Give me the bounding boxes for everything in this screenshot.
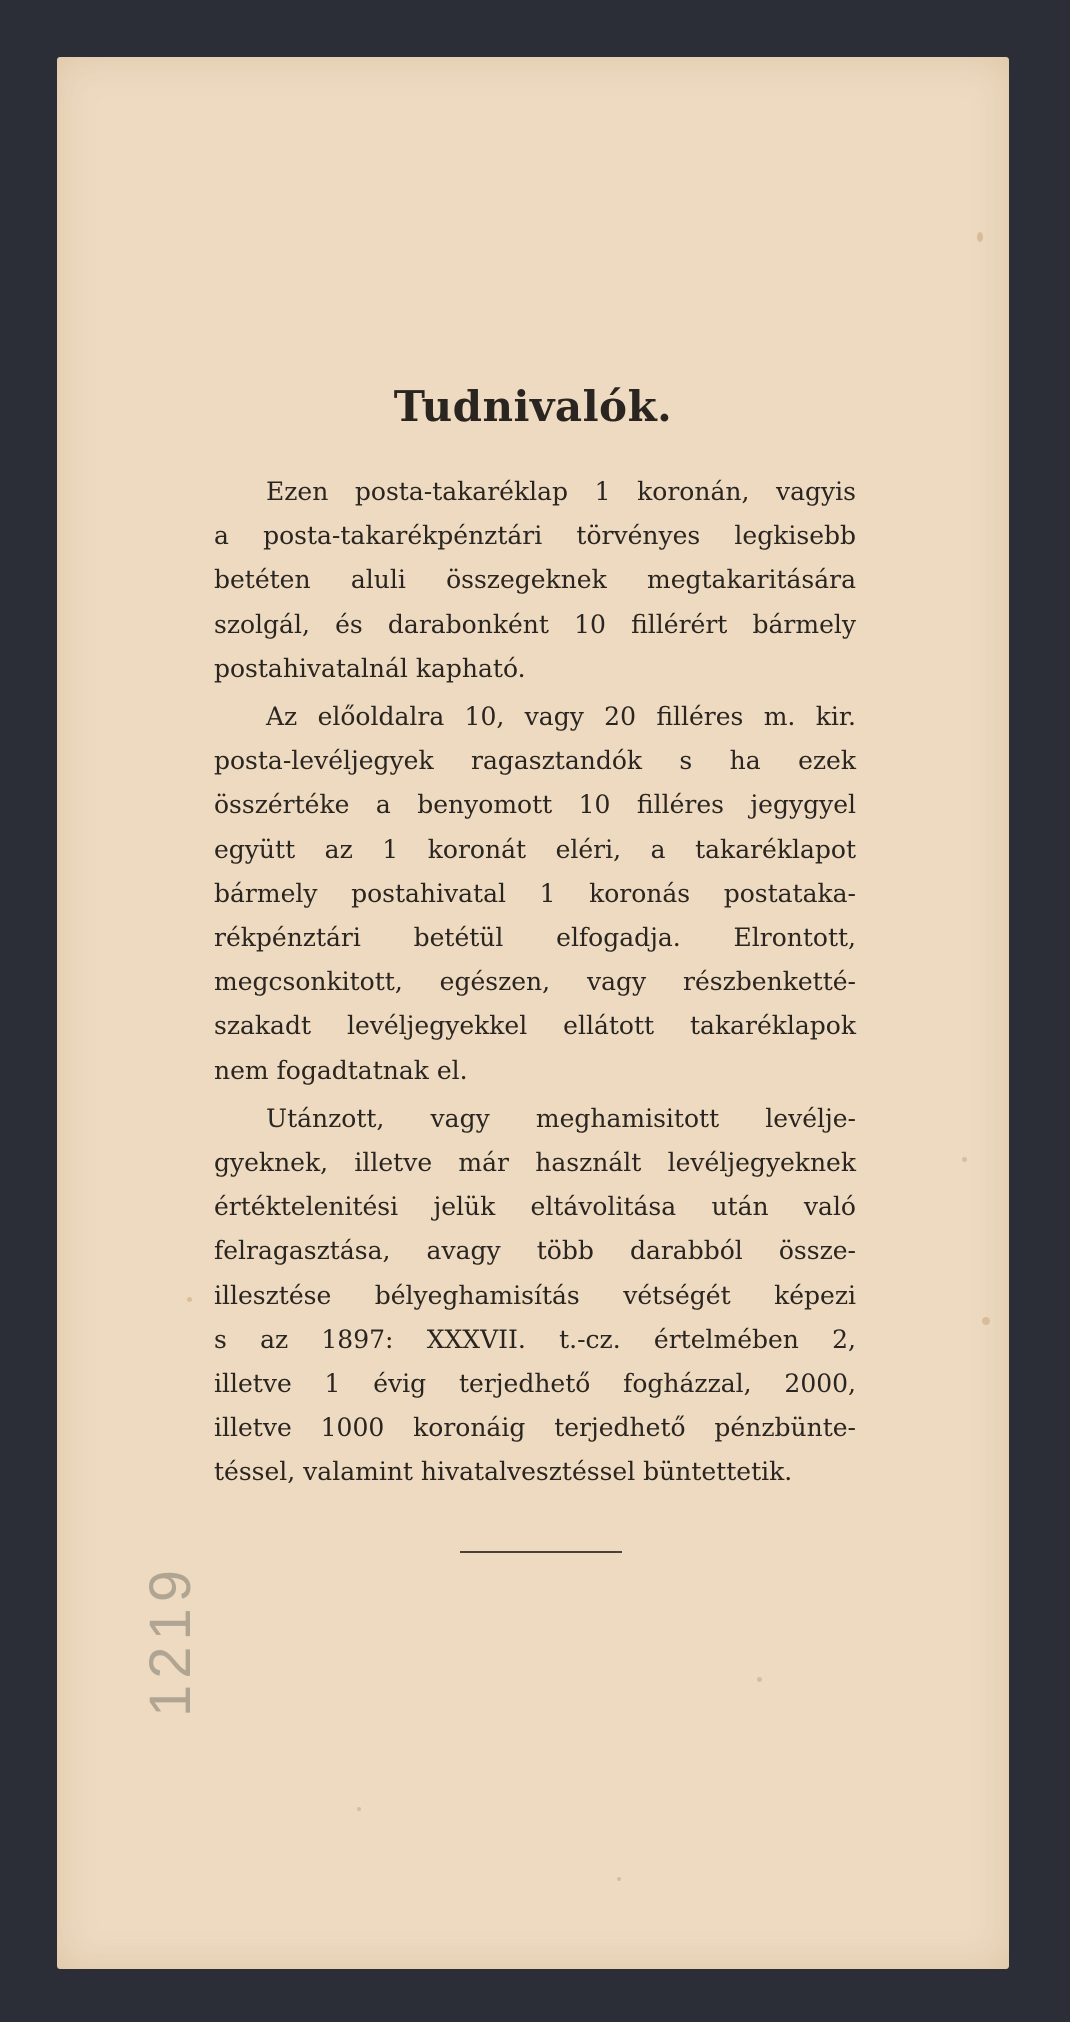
text-line: illesztése bélyeghamisítás vétségét képezi (214, 1280, 856, 1310)
pencil-handwritten-note: 1219 (138, 1563, 203, 1717)
paper-speck (962, 1157, 967, 1162)
closing-divider (460, 1551, 622, 1553)
paragraph-2 (214, 695, 856, 1093)
text-line: gyeknek, illetve már használt levéljegyeknek (214, 1148, 856, 1178)
paper-speck (357, 1807, 361, 1811)
text-line: bármely postahivatal 1 koronás postataka- (214, 878, 856, 908)
text-line: illetve 1 évig terjedhető fogházzal, 2000, (214, 1369, 856, 1399)
paper-speck (617, 1877, 621, 1881)
text-line: szolgál, és darabonként 10 fillérért bármely (214, 609, 856, 639)
text-line: a posta-takarékpénztári törvényes legkisebb (214, 521, 856, 551)
text-line: együtt az 1 koronát eléri, a takaréklapot (214, 834, 856, 864)
postal-savings-card-back (57, 57, 1009, 1969)
text-line: értéktelenitési jelük eltávolitása után való (214, 1192, 856, 1222)
text-line: Az előoldalra 10, vagy 20 filléres m. kir. (266, 702, 856, 732)
paper-speck (187, 1297, 192, 1302)
paper-speck (977, 232, 983, 242)
text-line: nem fogadtatnak el. (214, 1055, 468, 1085)
text-line: szakadt levéljegyekkel ellátott takaréklapok (214, 1011, 856, 1041)
text-line: betéten aluli összegeknek megtakaritására (214, 565, 856, 595)
text-line: posta-levéljegyek ragasztandók s ha ezek (214, 746, 856, 776)
paragraph-3 (214, 1097, 856, 1495)
text-line: rékpénztári betétül elfogadja. Elrontott, (214, 923, 856, 953)
text-line: s az 1897: XXXVII. t.-cz. értelmében 2, (214, 1324, 856, 1354)
text-line: Ezen posta-takaréklap 1 koronán, vagyis (266, 477, 856, 506)
notice-body (214, 470, 856, 1499)
paper-speck (982, 1317, 990, 1325)
text-line: Utánzott, vagy meghamisitott levélje- (266, 1103, 856, 1133)
text-line: megcsonkitott, egészen, vagy részbenketté- (214, 967, 856, 997)
page-title: Tudnivalók. (393, 382, 673, 431)
text-line: postahivatalnál kapható. (214, 653, 526, 683)
text-line: illetve 1000 koronáig terjedhető pénzbünte- (214, 1413, 856, 1443)
text-line: felragasztása, avagy több darabból össze- (214, 1236, 856, 1266)
text-line: összértéke a benyomott 10 filléres jegygyel (214, 790, 856, 820)
paragraph-1 (214, 470, 856, 691)
paper-speck (757, 1677, 762, 1682)
text-line: téssel, valamint hivatalvesztéssel büntettetik. (214, 1457, 793, 1487)
